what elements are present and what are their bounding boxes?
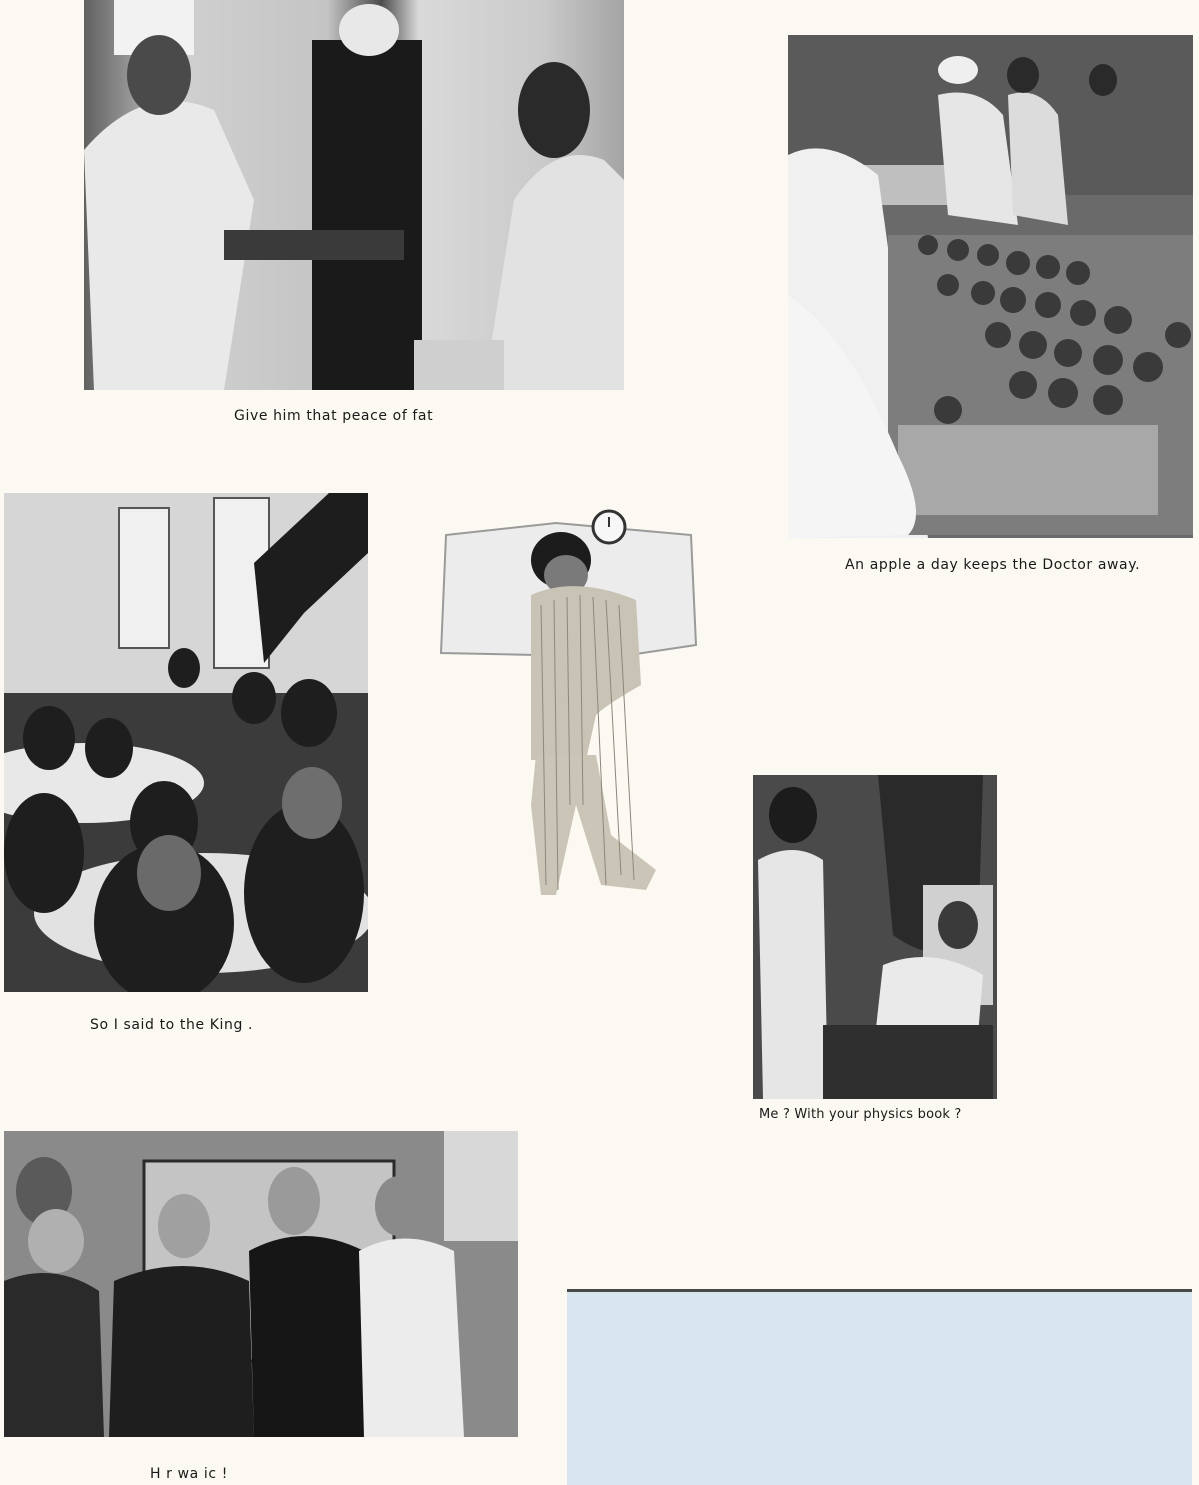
cook-photo: [84, 0, 624, 390]
dinner-caption: So I said to the King .: [90, 1017, 254, 1033]
blank-panel: [567, 1289, 1192, 1485]
dinner-photo: [4, 493, 368, 992]
sleeping-boy-cutout: [436, 505, 698, 900]
group-photo: [4, 1131, 518, 1437]
group-caption: H r wa ic !: [150, 1466, 228, 1482]
dorm-photo: [753, 775, 997, 1099]
apples-photo: [788, 35, 1193, 538]
apples-caption: An apple a day keeps the Doctor away.: [845, 557, 1141, 573]
cook-caption: Give him that peace of fat: [234, 408, 434, 424]
dorm-caption: Me ? With your physics book ?: [759, 1107, 962, 1122]
